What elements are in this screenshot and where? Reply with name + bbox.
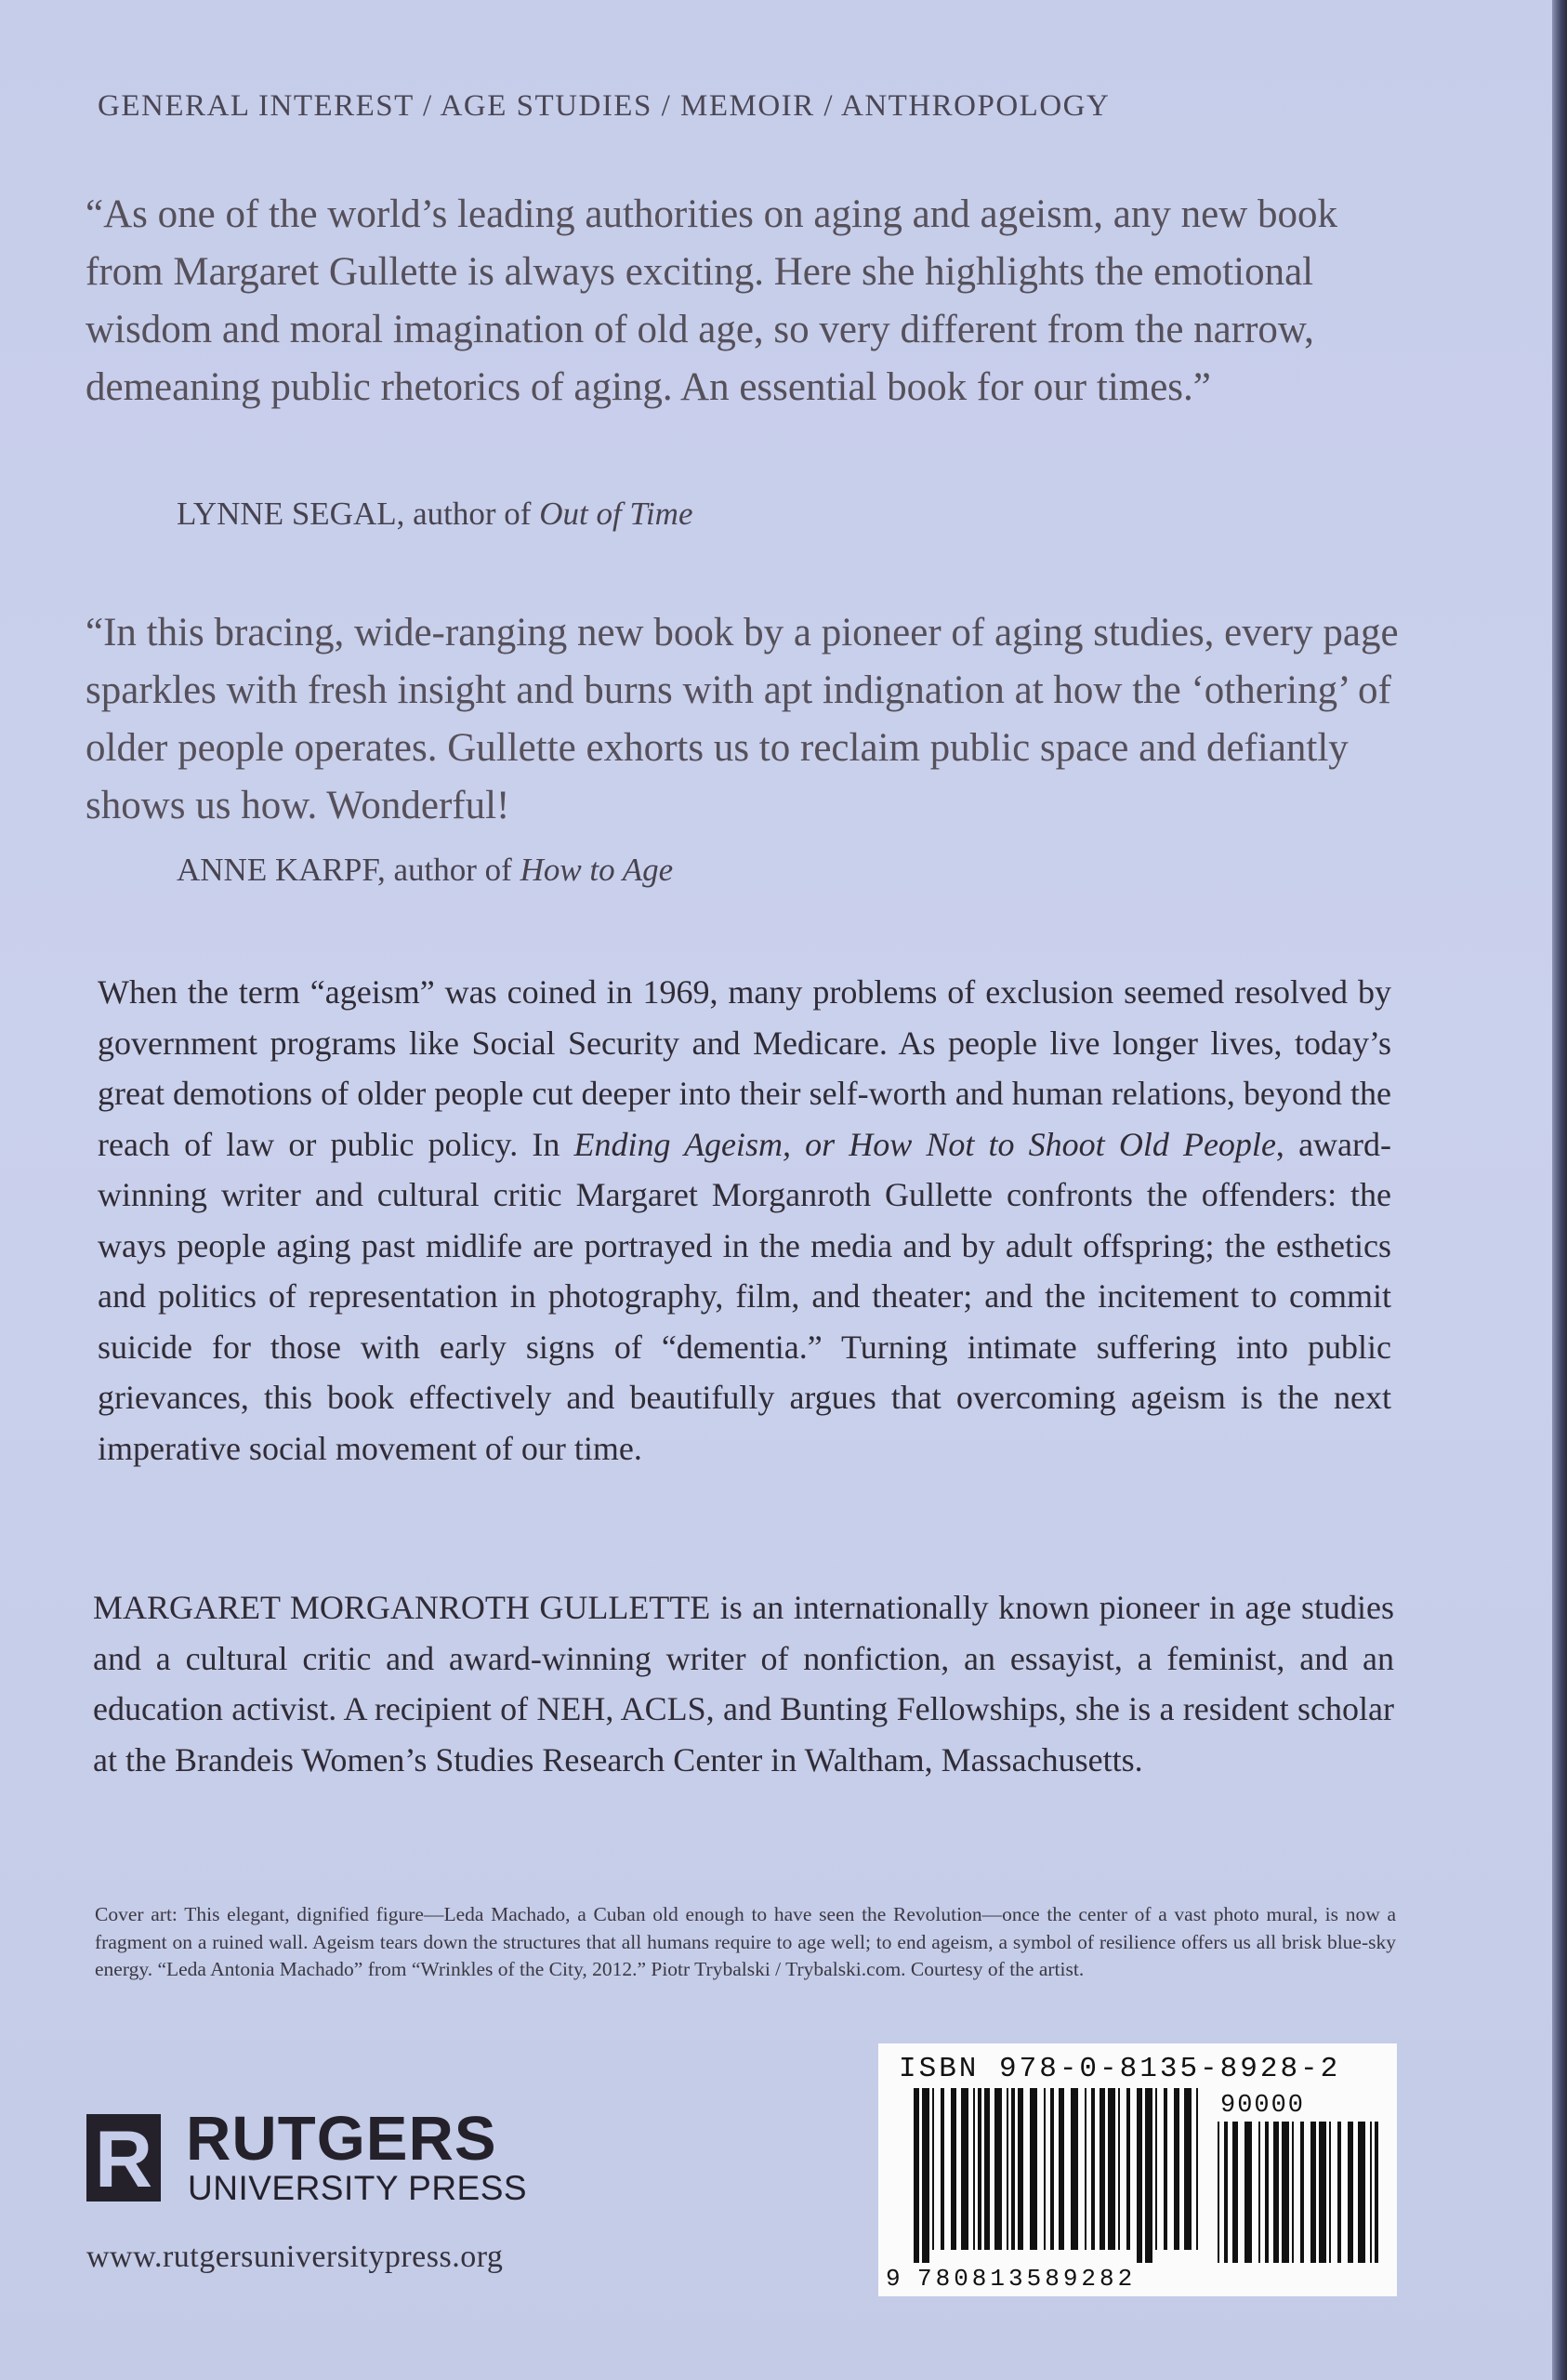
endorsement-quote-2: “In this bracing, wide-ranging new book by a pioneer of aging studies, every page sparkles with fresh insight and burns with apt indignation at how the ‘othering’ of older people operates. Gullette exhorts us to reclaim public space and defiantly shows us how. Wonderful! bbox=[86, 611, 1399, 827]
barcode-bar bbox=[994, 2088, 1002, 2250]
barcode-bar bbox=[1108, 2088, 1115, 2250]
barcode-bar bbox=[1007, 2088, 1008, 2250]
barcode-bar bbox=[1059, 2088, 1064, 2250]
barcode-bar bbox=[941, 2088, 944, 2250]
rutgers-logo-icon bbox=[86, 2114, 161, 2202]
endorsement-quote-1: “As one of the world’s leading authorities on aging and ageism, any new book from Margaret Gullette is always exciting. Here she highlights the emotional wisdom and moral imagination of old age, so very different from the narrow, demeaning public rhetorics of aging. An essential book for our times.” bbox=[86, 192, 1338, 409]
barcode-bar bbox=[1282, 2122, 1289, 2263]
ean-digits: 780813589282 bbox=[917, 2265, 1137, 2293]
barcode-bar bbox=[1358, 2122, 1365, 2263]
barcode-bar bbox=[1137, 2088, 1142, 2263]
author-bio-text: is an internationally known pioneer in age studies and a cultural critic and award-winning writer of nonfiction, an essayist, a feminist, and an education activist. A recipient of NEH, ACLS, and Bunting Fellowships, she is a resident scholar at the Brandeis Women’s Studies Research Center in Waltham, Massachusetts. bbox=[93, 1589, 1394, 1778]
barcode-bar bbox=[1292, 2122, 1294, 2263]
barcode-bar bbox=[1118, 2088, 1120, 2250]
barcode-bar bbox=[1319, 2122, 1326, 2263]
barcode-bar bbox=[1155, 2088, 1157, 2250]
barcode-graphic bbox=[878, 2043, 1397, 2296]
barcode-bar bbox=[1224, 2122, 1228, 2263]
publisher-url: www.rutgersuniversitypress.org bbox=[86, 2240, 504, 2274]
barcode-bar bbox=[1244, 2122, 1252, 2263]
barcode-bar bbox=[973, 2088, 975, 2250]
addon-barcode-bars bbox=[1218, 2122, 1378, 2263]
barcode-bar bbox=[1196, 2088, 1198, 2250]
book-title: Ending Ageism, or How Not to Shoot Old People bbox=[573, 1125, 1276, 1163]
endorser-name: ANNE KARPF bbox=[177, 852, 377, 888]
author-bio bbox=[93, 1582, 1394, 1785]
barcode-bar bbox=[1018, 2088, 1023, 2250]
barcode-bar bbox=[1218, 2122, 1219, 2263]
description-part-2: , award-winning writer and cultural critic Margaret Morganroth Gullette confronts the offenders: the ways people aging past midlife are portrayed in the media and by adult offspring; the esthetics and politics of representation in photography, film, and theater; and the incitement to commit suicide for those with early signs of “dementia.” Turning intimate suffering into public grievances, this book effectively and beautifully argues that overcoming ageism is the next imperative social movement of our time. bbox=[98, 1125, 1391, 1467]
barcode-bar bbox=[914, 2088, 919, 2263]
barcode-bar bbox=[961, 2088, 968, 2250]
barcode-bar bbox=[1085, 2088, 1086, 2250]
endorser-work: Out of Time bbox=[539, 496, 693, 532]
barcode-bar bbox=[1184, 2088, 1192, 2250]
genre-category: GENERAL INTEREST / AGE STUDIES / MEMOIR / ANTHROPOLOGY bbox=[98, 89, 1111, 123]
barcode-bar bbox=[1030, 2088, 1037, 2250]
ean-first-digit: 9 bbox=[886, 2265, 901, 2293]
barcode-bar bbox=[984, 2088, 990, 2250]
description-part-1: When the term “ageism” was coined in 1969, many problems of exclusion seemed resolved by government programs like Social Security and Medicare. As people live longer lives, today’s great demotions of older people cut deeper into their self-worth and human relations, beyond the reach of law or public policy. In bbox=[98, 973, 1391, 1163]
barcode-bar bbox=[932, 2088, 934, 2250]
publisher-subtitle: UNIVERSITY PRESS bbox=[188, 2169, 528, 2207]
barcode-bar bbox=[1329, 2122, 1331, 2263]
book-description bbox=[98, 967, 1391, 1474]
barcode-bar bbox=[1044, 2088, 1046, 2250]
author-name: MARGARET MORGANROTH GULLETTE bbox=[93, 1589, 711, 1626]
barcode-bar bbox=[1300, 2122, 1304, 2263]
price-code: 90000 bbox=[1220, 2092, 1306, 2120]
barcode-bar bbox=[1145, 2088, 1152, 2263]
endorsement-attribution-1 bbox=[177, 496, 692, 533]
isbn-number: ISBN 978-0-8135-8928-2 bbox=[899, 2053, 1341, 2085]
barcode-bar bbox=[1100, 2088, 1105, 2250]
barcode-bar bbox=[1232, 2122, 1238, 2263]
barcode-bar bbox=[1174, 2088, 1179, 2250]
barcode-bar bbox=[922, 2088, 929, 2263]
endorser-prefix: , author of bbox=[376, 852, 520, 888]
barcode-bar bbox=[1164, 2088, 1167, 2250]
publisher-name: RUTGERS bbox=[186, 2104, 497, 2174]
barcode-bar bbox=[1258, 2122, 1260, 2263]
barcode-bar bbox=[1370, 2122, 1372, 2263]
barcode-bar bbox=[1310, 2122, 1316, 2263]
barcode-bar bbox=[1011, 2088, 1015, 2250]
endorser-work: How to Age bbox=[520, 852, 674, 888]
barcode-bar bbox=[1375, 2122, 1378, 2263]
barcode-bar bbox=[1071, 2088, 1078, 2250]
barcode-bar bbox=[1348, 2122, 1353, 2263]
isbn-barcode bbox=[878, 2043, 1397, 2296]
logo-letter: R bbox=[94, 2115, 153, 2202]
barcode-bar bbox=[1126, 2088, 1130, 2250]
endorser-name: LYNNE SEGAL bbox=[177, 496, 397, 532]
barcode-bar bbox=[1273, 2122, 1279, 2263]
spine-edge bbox=[1552, 0, 1567, 2380]
endorsement-attribution-2 bbox=[177, 852, 673, 889]
barcode-bar bbox=[978, 2088, 981, 2250]
barcode-bar bbox=[1091, 2088, 1095, 2250]
barcode-bar bbox=[1050, 2088, 1054, 2250]
cover-art-credit: Cover art: This elegant, dignified figure—Leda Machado, a Cuban old enough to have seen the Revolution—once the center of a vast photo mural, is now a fragment on a ruined wall. Ageism tears down the structures that all humans require to age well; to end ageism, a symbol of resilience offers us all brisk blue-sky energy. “Leda Antonia Machado” from “Wrinkles of the City, 2012.” Piotr Trybalski / Trybalski.com. Courtesy of the artist. bbox=[95, 1903, 1396, 1980]
barcode-bar bbox=[1337, 2122, 1341, 2263]
endorser-prefix: , author of bbox=[396, 496, 540, 532]
barcode-bar bbox=[951, 2088, 956, 2250]
ean-barcode-bars bbox=[914, 2088, 1198, 2263]
barcode-bar bbox=[1265, 2122, 1269, 2263]
